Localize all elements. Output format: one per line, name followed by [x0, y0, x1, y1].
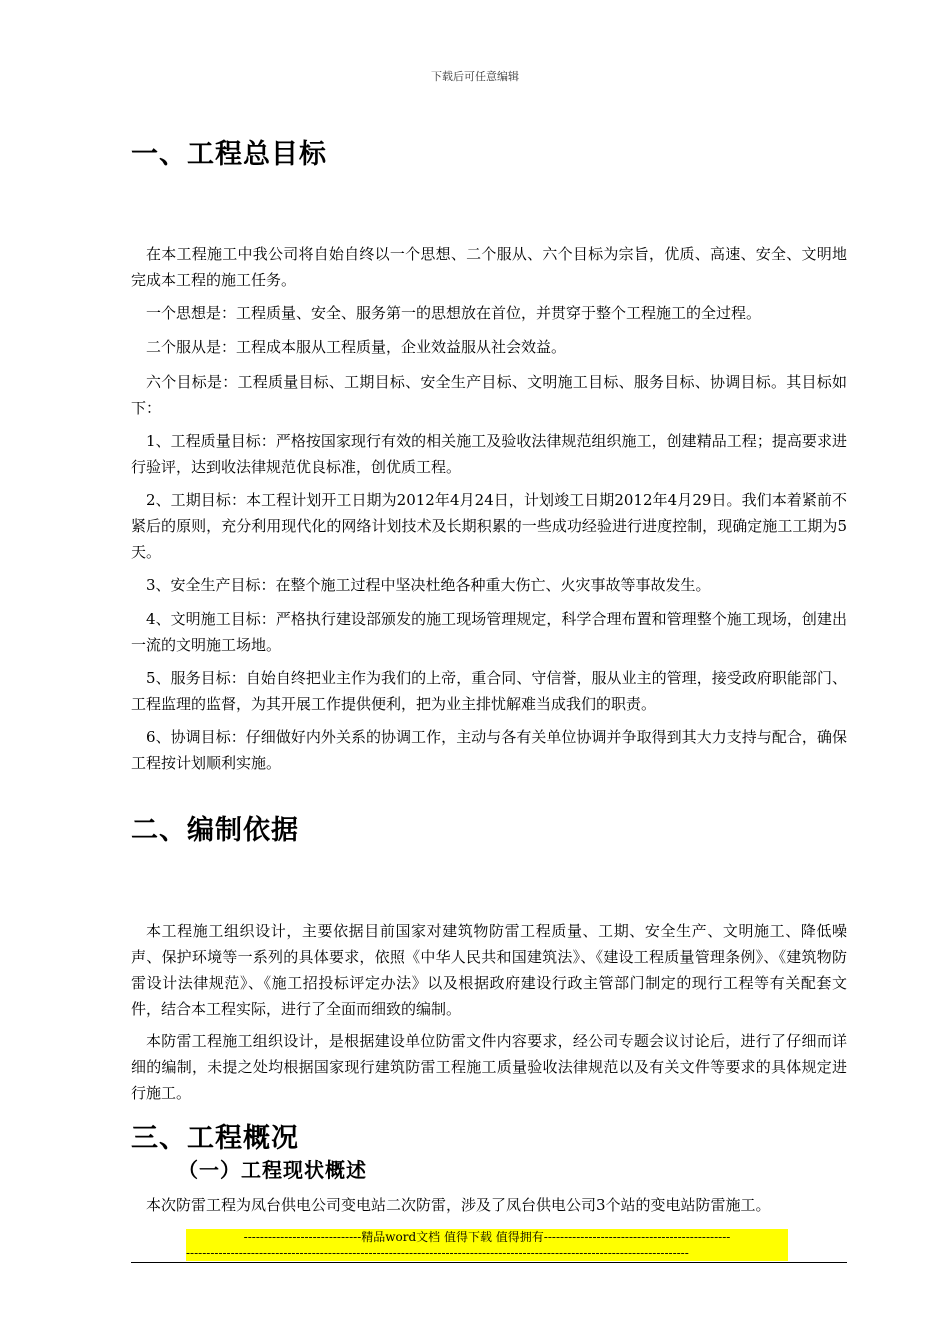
- section-1-title: 一、工程总目标: [131, 139, 327, 170]
- s1-paragraph-7: 3、安全生产目标：在整个施工过程中坚决杜绝各种重大伤亡、火灾事故等事故发生。: [146, 576, 711, 594]
- s1-paragraph-4: 六个目标是：工程质量目标、工期目标、安全生产目标、文明施工目标、服务目标、协调目标。其目标如下：: [131, 373, 847, 417]
- s1-paragraph-10: 6、协调目标：仔细做好内外关系的协调工作，主动与各有关单位协调并争取得到其大力支持与配合，确保工程按计划顺利实施。: [131, 728, 847, 772]
- footer-watermark-line-2: ----------------------------------------------------------------------------------------------------------------------------: [186, 1245, 788, 1261]
- s2-paragraph-1: 本工程施工组织设计，主要依据目前国家对建筑物防雷工程质量、工期、安全生产、文明施工、降低噪声、保护环境等一系列的具体要求，依照《中华人民共和国建筑法》、《建设工程质量管理条例》、《建筑物防雷设计法律规范》、《施工招投标评定办法》以及根据政府建设行政主管部门制定的现行工程等有关配套文件，结合本工程实际，进行了全面而细致的编制。: [131, 922, 847, 1018]
- page-header: 下载后可任意编辑: [431, 70, 519, 83]
- section-3-subtitle: （一）工程现状概述: [178, 1158, 367, 1182]
- s1-paragraph-1: 在本工程施工中我公司将自始自终以一个思想、二个服从、六个目标为宗旨，优质、高速、安全、文明地完成本工程的施工任务。: [131, 245, 847, 289]
- section-2-title: 二、编制依据: [131, 815, 299, 846]
- s2-paragraph-2: 本防雷工程施工组织设计，是根据建设单位防雷文件内容要求，经公司专题会议讨论后，进行了仔细而详细的编制，未提之处均根据国家现行建筑防雷工程施工质量验收法律规范以及有关文件等要求的具体规定进行施工。: [131, 1032, 847, 1102]
- footer-watermark-line-1: -----------------------------精品word文档 值得下载 值得拥有----------------------------------------------: [186, 1229, 788, 1245]
- s1-paragraph-9: 5、服务目标：自始自终把业主作为我们的上帝，重合同、守信誉，服从业主的管理，接受政府职能部门、工程监理的监督，为其开展工作提供便利，把为业主排忧解难当成我们的职责。: [131, 669, 847, 713]
- s1-paragraph-8: 4、文明施工目标：严格执行建设部颁发的施工现场管理规定，科学合理布置和管理整个施工现场，创建出一流的文明施工场地。: [131, 610, 847, 654]
- s1-paragraph-3: 二个服从是：工程成本服从工程质量，企业效益服从社会效益。: [146, 338, 567, 356]
- s1-paragraph-5: 1、工程质量目标：严格按国家现行有效的相关施工及验收法律规范组织施工，创建精品工程；提高要求进行验评，达到收法律规范优良标准，创优质工程。: [131, 432, 847, 476]
- footer-divider: [131, 1262, 847, 1263]
- s1-paragraph-6: 2、工期目标：本工程计划开工日期为2012年4月24日，计划竣工日期2012年4月29日。我们本着紧前不紧后的原则，充分利用现代化的网络计划技术及长期积累的一些成功经验进行进度控制，现确定施工工期为5天。: [131, 491, 847, 561]
- s3-paragraph-1: 本次防雷工程为凤台供电公司变电站二次防雷，涉及了凤台供电公司3个站的变电站防雷施工。: [146, 1196, 771, 1214]
- section-3-title: 三、工程概况: [131, 1123, 299, 1154]
- s1-paragraph-2: 一个思想是：工程质量、安全、服务第一的思想放在首位，并贯穿于整个工程施工的全过程。: [146, 304, 762, 322]
